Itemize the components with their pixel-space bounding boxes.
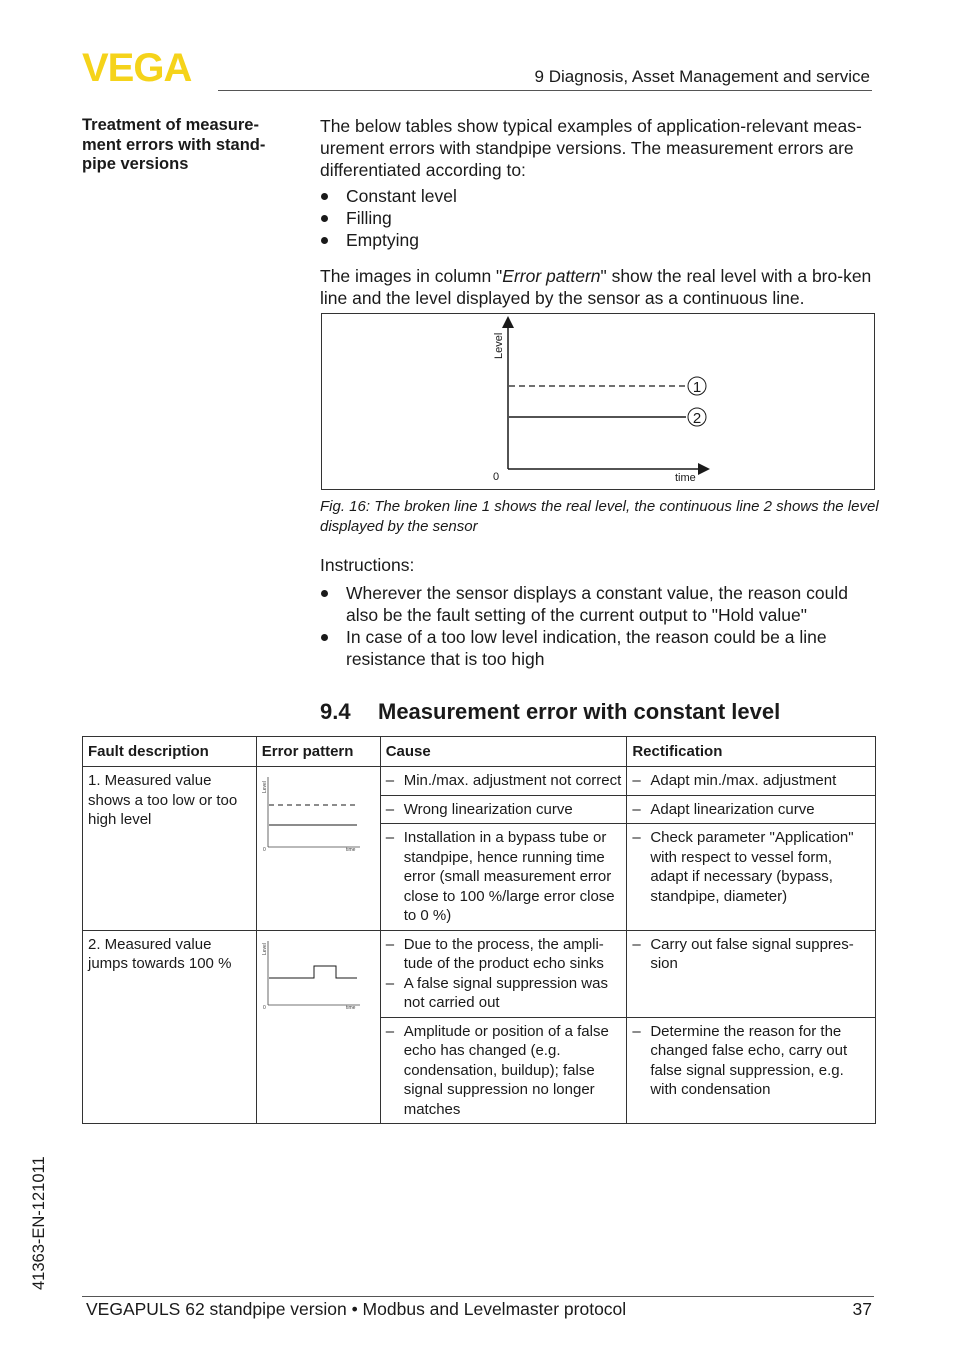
displayed-level-line xyxy=(269,966,357,978)
cause-cell: – Wrong linearization curve xyxy=(380,795,627,824)
list-item: Wherever the sensor displays a constant value, the reason could also be the fault setting of the current output to "Hold value" xyxy=(320,582,880,626)
footer-rule xyxy=(82,1296,874,1297)
cause-cell: – Min./max. adjustment not correct xyxy=(380,767,627,796)
cause-cell: – Installation in a bypass tube or standpipe, hence running time error (small measurement error close to 100 %/large error close to 0 %) xyxy=(380,824,627,931)
header-error-pattern: Error pattern xyxy=(256,737,380,767)
mini-origin: 0 xyxy=(262,1004,266,1009)
marker-2: 2 xyxy=(692,410,702,427)
instructions-label: Instructions: xyxy=(320,555,415,575)
error-pattern-cell xyxy=(256,930,380,1124)
error-pattern-constant xyxy=(262,771,362,851)
cause-cell: – Due to the process, the ampli-tude of the product echo sinks – A false signal suppression was not carried out xyxy=(380,930,627,1017)
header-rectification: Rectification xyxy=(627,737,876,767)
mini-y-label: Level xyxy=(261,781,268,793)
list-item: Filling xyxy=(320,207,880,229)
level-figure xyxy=(321,313,875,490)
marker-1: 1 xyxy=(692,379,702,396)
header-cause: Cause xyxy=(380,737,627,767)
header-fault-description: Fault description xyxy=(83,737,257,767)
figure-caption: Fig. 16: The broken line 1 shows the real level, the continuous line 2 shows the level displayed by the sensor xyxy=(320,498,879,535)
fault-description: 2. Measured value jumps towards 100 % xyxy=(83,930,257,1124)
mini-x-label: time xyxy=(345,1004,356,1009)
header-rule xyxy=(218,90,872,91)
side-heading: Treatment of measure-ment errors with stand-pipe versions xyxy=(82,116,266,173)
error-type-list xyxy=(320,185,880,251)
running-section-header: 9 Diagnosis, Asset Management and service xyxy=(534,67,870,86)
rectification-cell: – Carry out false signal suppres-sion xyxy=(627,930,876,1017)
error-pattern-emphasis: Error pattern xyxy=(502,266,601,286)
origin-label: 0 xyxy=(493,471,500,483)
section-number: 9.4 xyxy=(320,699,351,724)
intro-paragraph: The below tables show typical examples of application-relevant meas-urement errors with standpipe versions. The measurement errors are differentiated according to: xyxy=(320,116,862,180)
y-axis-label: Level xyxy=(493,332,505,359)
list-item: In case of a too low level indication, the reason could be a line resistance that is too high xyxy=(320,626,880,670)
vega-logo xyxy=(82,50,212,86)
list-item: Constant level xyxy=(320,185,880,207)
rectification-cell: – Determine the reason for the changed false echo, carry out false signal suppression, e.g. with condensation xyxy=(627,1017,876,1124)
table-row xyxy=(83,930,876,1017)
list-item: Emptying xyxy=(320,229,880,251)
mini-origin: 0 xyxy=(262,847,266,851)
document-code: 41363-EN-121011 xyxy=(30,1156,48,1290)
page-number: 37 xyxy=(852,1299,872,1319)
cause-cell: – Amplitude or position of a false echo has changed (e.g. condensation, buildup); false signal suppression no longer matches xyxy=(380,1017,627,1124)
rectification-cell: – Adapt min./max. adjustment xyxy=(627,767,876,796)
level-diagram xyxy=(322,314,874,489)
footer-title: VEGAPULS 62 standpipe version • Modbus and Levelmaster protocol xyxy=(86,1299,627,1319)
mini-x-label: time xyxy=(345,847,356,851)
section-heading xyxy=(320,699,780,725)
rectification-cell: – Adapt linearization curve xyxy=(627,795,876,824)
fault-table xyxy=(82,736,876,1124)
error-pattern-jump xyxy=(262,935,362,1009)
mini-y-label: Level xyxy=(261,942,268,955)
fault-description: 1. Measured value shows a too low or too high level xyxy=(83,767,257,931)
section-title: Measurement error with constant level xyxy=(378,699,781,724)
table-header-row xyxy=(83,737,876,767)
error-pattern-cell xyxy=(256,767,380,931)
instructions-list xyxy=(320,582,880,670)
error-pattern-paragraph: The images in column "Error pattern" show the real level with a bro-ken line and the level displayed by the sensor as a continuous line. xyxy=(320,266,872,308)
rectification-cell: – Check parameter "Application" with respect to vessel form, adapt if necessary (bypass, standpipe, diameter) xyxy=(627,824,876,931)
logo-text: VEGA xyxy=(82,50,192,86)
x-axis-label: time xyxy=(675,472,696,484)
table-row xyxy=(83,767,876,796)
